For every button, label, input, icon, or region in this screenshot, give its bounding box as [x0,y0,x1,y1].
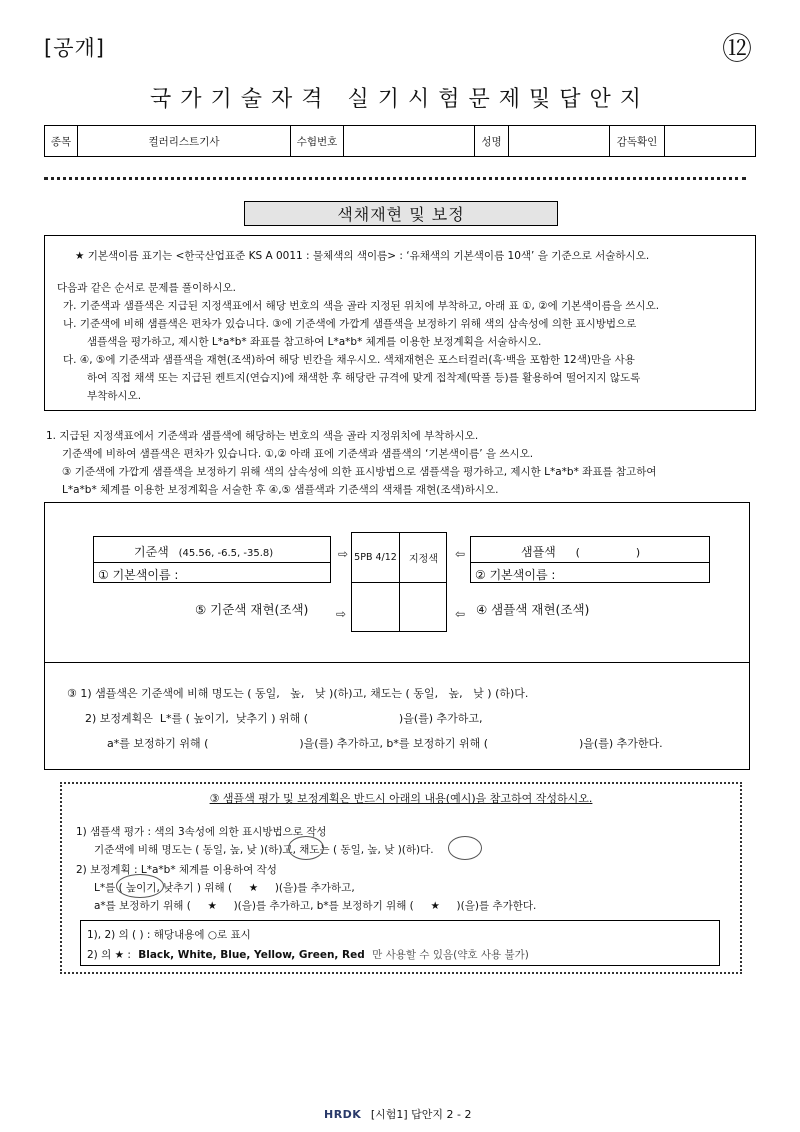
sample-reproduce-slot[interactable] [400,583,447,632]
field-label: 종목 [50,135,72,148]
public-label: [공개] [44,36,105,60]
section-title [244,201,558,226]
notice-item-ga: 가. 기준색과 샘플색은 지급된 지정색표에서 해당 번호의 색을 골라 지정된 위치에 부착하고, 아래 표 ①, ②에 기본색이름을 쓰시오. [63,300,660,312]
example-note-2-prefix: 2) 의 ★ : [87,949,131,961]
example-note-2-suffix: 만 사용할 수 있음(약호 사용 불가) [372,949,529,961]
info-table [44,125,756,157]
center-color-grid [351,532,447,632]
example-note-1: 1), 2) 의 ( ) : 해당내용에 ○로 표시 [87,929,251,941]
example-line-3: 2) 보정계획 : L*a*b* 체계를 이용하여 작성 [76,864,277,876]
reference-color-box [93,536,331,583]
munsell-code: 5PB 4/12 [354,552,397,563]
notice-box [44,235,756,411]
sample-color-label: 샘플색 [521,545,556,559]
sample-basic-name-label: ② 기본색이름 : [475,568,556,582]
reference-lab-values: (45.56, -6.5, -35.8) [178,548,274,559]
circle-mark-low [288,836,324,860]
exam-title: 국가기술자격 실기시험문제및답안지 [149,87,651,112]
correction-plan-line: 2) 보정계획은 L*를 ( 높이기, 낮추기 ) 위해 ( )을(를) 추가하고, [85,712,483,725]
hrdk-logo: HRDK [324,1108,362,1121]
page-mark: ⑫ [722,32,752,67]
example-note-2-colors: Black, White, Blue, Yellow, Green, Red [138,949,365,961]
example-line-2: 기준색에 비해 명도는 ( 동일, 높, 낮 )(하)고, 채도는 ( 동일, 높, 낮 )(하)다. [94,844,434,856]
field-value: 컬러리스트기사 [148,135,220,148]
notice-item-da-cont: 하여 직접 채색 또는 지급된 켄트지(연습지)에 채색한 후 해당란 규격에 맞게 접착제(딱풀 등)를 활용하여 떨어지지 않도록 [87,372,641,384]
designated-color-label: 지정색 [409,554,438,565]
example-title: ③ 샘플색 평가 및 보정계획은 반드시 아래의 내용(예시)을 참고하여 작성하시오. [209,792,593,805]
exam-number-field[interactable] [344,126,474,156]
arrow-left-icon: ⇦ [455,547,466,561]
answer-box [44,502,750,770]
sample-reproduce-label: ④ 샘플색 재현(조색) [476,602,590,617]
arrow-right-icon: ⇨ [338,547,349,561]
example-box [60,782,742,974]
reference-basic-name-label: ① 기본색이름 : [98,568,179,582]
reference-basic-name-field[interactable] [98,566,178,583]
example-line-5: a*를 보정하기 위해 ( ★ )(을)를 추가하고, b*를 보정하기 위해 ( ★ )(을)를 추가한다. [94,900,537,912]
example-line-1: 1) 샘플색 평가 : 색의 3속성에 의한 표시방법으로 작성 [76,826,327,838]
reference-reproduce-slot[interactable] [352,583,399,632]
question-line-1: 1. 지급된 지정색표에서 기준색과 샘플색에 해당하는 번호의 색을 골라 지정위치에 부착하시오. [46,430,479,442]
footer-page: [시험1] 답안지 2 - 2 [370,1108,472,1121]
circle-mark-high [448,836,482,860]
notice-intro: 다음과 같은 순서로 문제를 풀이하시오. [57,282,236,294]
circle-mark-raise [116,874,164,898]
question-line-3: ③ 기준색에 가깝게 샘플색을 보정하기 위해 색의 삼속성에 의한 표시방법으로 샘플색을 평가하고, 제시한 L*a*b* 좌표를 참고하여 [62,466,657,478]
reference-reproduce-label: ⑤ 기준색 재현(조색) [195,602,309,617]
supervisor-field[interactable] [665,126,755,156]
arrow-left-lower-icon: ⇦ [455,607,466,621]
notice-item-da: 다. ④, ⑤에 기준색과 샘플색을 재현(조색)하여 해당 빈칸을 채우시오. 색채재현은 포스터컬러(흑·백을 포함한 12색)만을 사용 [63,354,635,366]
evaluation-line: ③ 1) 샘플색은 기준색에 비해 명도는 ( 동일, 높, 낮 )(하)고, 채도는 ( 동일, 높, 낮 ) (하)다. [67,687,529,700]
sample-paren: ( ) [575,546,641,559]
question-line-4: L*a*b* 체계를 이용한 보정계획을 서술한 후 ④,⑤ 샘플색과 기준색의 색채를 재현(조색)하시오. [62,484,499,496]
dotted-divider [44,177,746,180]
sample-color-box [470,536,710,583]
sample-basic-name-field[interactable] [475,566,555,583]
reference-color-label: 기준색 [134,545,169,559]
supervisor-label: 감독확인 [616,135,658,148]
section-title-text: 색채재현 및 보정 [337,205,465,224]
example-line-4: L*를 ( 높이기, 낮추기 ) 위해 ( ★ )(을)를 추가하고, [94,882,355,894]
star-note: ★ 기본색이름 표기는 <한국산업표준 KS A 0011 : 물체색의 색이름> : ‘유채색의 기본색이름 10색’ 을 기준으로 서술하시오. [75,250,650,262]
example-note-box [80,920,720,966]
ab-correction-line: a*를 보정하기 위해 ( )을(를) 추가하고, b*를 보정하기 위해 ( )을(를) 추가한다. [107,737,663,750]
name-field[interactable] [509,126,609,156]
notice-item-da-end: 부착하시오. [87,390,142,402]
notice-item-na-cont: 샘플색을 평가하고, 제시한 L*a*b* 좌표를 참고하여 L*a*b* 체계를 이용한 보정계획을 서술하시오. [87,336,542,348]
arrow-right-lower-icon: ⇨ [336,607,347,621]
exam-number-label: 수험번호 [296,135,338,148]
notice-item-na: 나. 기준색에 비해 샘플색은 편차가 있습니다. ③에 기준색에 가깝게 샘플색을 보정하기 위해 색의 삼속성에 의한 표시방법으로 [63,318,637,330]
name-label: 성명 [481,135,502,148]
question-line-2: 기준색에 비하여 샘플색은 편차가 있습니다. ①,② 아래 표에 기준색과 샘플색의 ‘기본색이름’ 을 쓰시오. [62,448,534,460]
